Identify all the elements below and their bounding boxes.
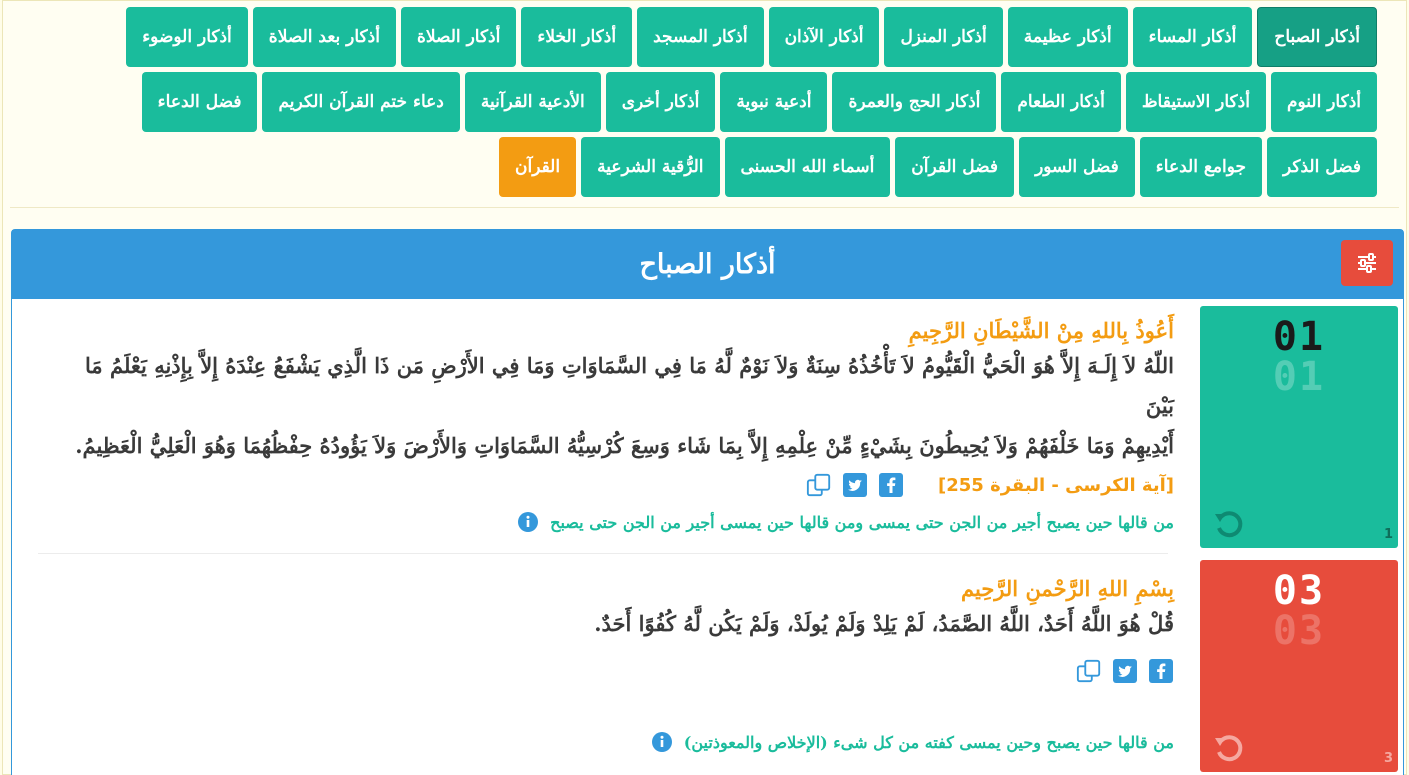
dhikr-meta [54,470,1174,500]
nav-names-of-allah[interactable]: أسماء الله الحسنى [725,137,891,197]
nav-virtue-of-quran[interactable]: فضل القرآن [895,137,1014,197]
nav-other-adhkar[interactable]: أذكار أخرى [606,72,716,132]
facebook-icon [879,473,903,497]
info-icon[interactable] [652,732,672,752]
counter-ghost: 03 [1272,608,1326,654]
copy-icon [806,472,832,498]
dhikr-card [38,306,1398,550]
adhkar-panel [11,229,1404,775]
dhikr-reference: [آية الكرسى - البقرة 255] [938,474,1174,496]
copy-button[interactable] [1076,658,1102,684]
facebook-icon [1149,659,1173,683]
category-nav [37,7,1377,202]
facebook-share-button[interactable] [1148,658,1174,684]
nav-ruqyah[interactable]: الرُّقية الشرعية [581,137,719,197]
nav-morning-adhkar[interactable]: أذكار الصباح [1257,7,1377,67]
dhikr-text-line: اللّهُ لاَ إِلَـهَ إِلاَّ هُوَ الْحَيُّ الْقَيُّومُ لاَ تَأْخُذُهُ سِنَةٌ وَلاَ نَوْمٌ لَّهُ مَا فِي السَّمَاوَاتِ وَمَا فِي الأَرْضِ مَن ذَا الَّذِي يَشْفَعُ عِنْدَهُ إِلاَّ بِإِذْنِهِ يَعْلَمُ مَا بَيْنَ [85,353,1174,418]
virtue-text: من قالها حين يصبح وحين يمسى كفته من كل شىء (الإخلاص والمعوذتين) [683,732,1174,752]
nav-adhan-adhkar[interactable]: أذكار الآذان [769,7,880,67]
nav-prophetic-duas[interactable]: أدعية نبوية [720,72,827,132]
panel-header [12,230,1403,299]
nav-waking-adhkar[interactable]: أذكار الاستيقاظ [1126,72,1266,132]
counter-value: 03 [1272,568,1326,614]
sliders-icon [1356,253,1378,273]
repeat-count: 1 [1384,527,1394,542]
nav-hajj-umrah-adhkar[interactable]: أذكار الحج والعمرة [832,72,996,132]
panel-title: أذكار الصباح [639,249,776,280]
nav-divider [10,207,1399,208]
nav-khatm-quran-dua[interactable]: دعاء ختم القرآن الكريم [262,72,459,132]
nav-virtue-of-dua[interactable]: فضل الدعاء [142,72,258,132]
nav-row-1 [37,7,1377,67]
copy-button[interactable] [806,472,832,498]
virtue-text: من قالها حين يصبح أجير من الجن حتى يمسى ومن قالها حين يمسى أجير من الجن حتى يصبح [550,512,1174,532]
dhikr-virtue [518,512,1174,532]
reset-icon[interactable] [1212,732,1246,766]
twitter-icon [1113,659,1137,683]
dhikr-meta [54,656,1174,686]
dhikr-heading: بِسْمِ اللهِ الرَّحْمنِ الرَّحِيم [961,576,1174,601]
dhikr-body [54,574,1174,686]
dhikr-heading: أَعُوذُ بِاللهِ مِنْ الشَّيْطَانِ الرَّجِيمِ [908,318,1174,343]
counter-ghost: 01 [1272,354,1326,400]
nav-quranic-duas[interactable]: الأدعية القرآنية [465,72,601,132]
nav-sleep-adhkar[interactable]: أذكار النوم [1271,72,1377,132]
twitter-share-button[interactable] [1112,658,1138,684]
reset-icon[interactable] [1212,508,1246,542]
twitter-icon [843,473,867,497]
nav-row-3 [37,137,1377,197]
nav-food-adhkar[interactable]: أذكار الطعام [1001,72,1120,132]
dhikr-card [38,560,1398,775]
dhikr-virtue [652,732,1174,752]
nav-row-2 [37,72,1377,132]
nav-after-prayer-adhkar[interactable]: أذكار بعد الصلاة [253,7,396,67]
card-divider [38,553,1168,554]
nav-mosque-adhkar[interactable]: أذكار المسجد [637,7,764,67]
dhikr-text-line: أَيْدِيهِمْ وَمَا خَلْفَهُمْ وَلاَ يُحِيطُونَ بِشَيْءٍ مِّنْ عِلْمِهِ إِلاَّ بِمَا شَاء وَسِعَ كُرْسِيُّهُ السَّمَاوَاتِ وَالأَرْضَ وَلاَ يَؤُودُهُ حِفْظُهُمَا وَهُوَ الْعَلِيُّ الْعَظِيمُ. [75,433,1174,458]
facebook-share-button[interactable] [878,472,904,498]
nav-prayer-adhkar[interactable]: أذكار الصلاة [401,7,516,67]
nav-restroom-adhkar[interactable]: أذكار الخلاء [521,7,632,67]
copy-icon [1076,658,1102,684]
nav-virtue-of-surahs[interactable]: فضل السور [1019,137,1135,197]
nav-home-adhkar[interactable]: أذكار المنزل [884,7,1002,67]
nav-virtue-of-dhikr[interactable]: فضل الذكر [1267,137,1377,197]
info-icon[interactable] [518,512,538,532]
counter-box[interactable] [1200,560,1398,772]
counter-value: 01 [1272,314,1326,360]
twitter-share-button[interactable] [842,472,868,498]
counter-box[interactable] [1200,306,1398,548]
repeat-count: 3 [1384,751,1394,766]
nav-ablution-adhkar[interactable]: أذكار الوضوء [126,7,248,67]
dhikr-text-line: قُلْ هُوَ اللَّهُ أَحَدٌ، اللَّهُ الصَّمَدُ، لَمْ يَلِدْ وَلَمْ يُولَدْ، وَلَمْ يَكُن لَّهُ كُفُوًا أَحَدٌ. [594,611,1174,636]
dhikr-body [54,316,1174,500]
nav-great-adhkar[interactable]: أذكار عظيمة [1008,7,1128,67]
nav-evening-adhkar[interactable]: أذكار المساء [1133,7,1253,67]
nav-quran[interactable]: القرآن [499,137,576,197]
nav-comprehensive-duas[interactable]: جوامع الدعاء [1140,137,1262,197]
settings-button[interactable] [1341,240,1393,286]
